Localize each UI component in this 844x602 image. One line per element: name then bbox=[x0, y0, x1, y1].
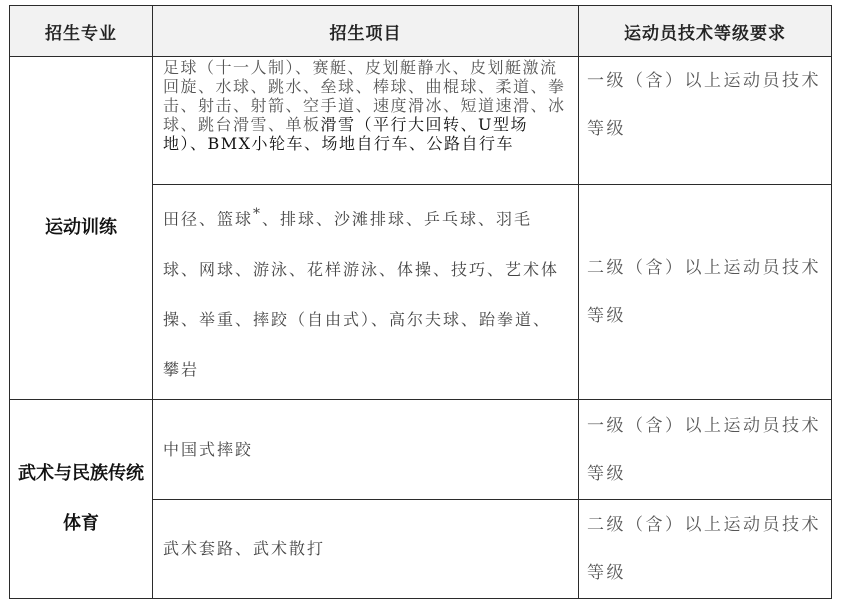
major-training: 运动训练 bbox=[10, 57, 153, 400]
project-list: 田径、篮球 bbox=[163, 209, 254, 229]
table-row bbox=[10, 400, 832, 500]
asterisk-mark: * bbox=[253, 206, 263, 223]
header-requirement: 运动员技术等级要求 bbox=[579, 6, 832, 57]
project-list: 足球（十一人制）、赛艇、皮划艇静水、皮划艇激流回旋、水球、跳水、垒球、棒球、曲棍球、柔道、拳击、射击、射箭、空手道、速度滑冰、短道速滑、冰球、跳台滑雪、单板 bbox=[163, 58, 566, 134]
header-project: 招生项目 bbox=[153, 6, 579, 57]
requirement-cell: 二级（含）以上运动员技术等级 bbox=[579, 185, 832, 400]
project-list-continued: 、排球、沙滩排球、乒乓球、羽毛球、网球、游泳、花样游泳、体操、技巧、艺术体操、举重、摔跤（自由式）、高尔夫球、跆拳道、攀岩 bbox=[163, 209, 560, 379]
header-row bbox=[10, 6, 832, 57]
project-list-continued: 滑雪（平行大回转、U型场地）、BMX小轮车、场地自行车、公路自行车 bbox=[163, 115, 529, 153]
project-cell bbox=[153, 57, 579, 185]
project-cell bbox=[153, 185, 579, 400]
major-wushu: 武术与民族传统体育 bbox=[10, 400, 153, 599]
project-cell: 武术套路、武术散打 bbox=[153, 500, 579, 599]
requirement-cell: 一级（含）以上运动员技术等级 bbox=[579, 57, 832, 185]
header-major: 招生专业 bbox=[10, 6, 153, 57]
requirement-cell: 一级（含）以上运动员技术等级 bbox=[579, 400, 832, 500]
admission-table bbox=[9, 5, 832, 599]
project-cell: 中国式摔跤 bbox=[153, 400, 579, 500]
table-row bbox=[10, 57, 832, 185]
requirement-cell: 二级（含）以上运动员技术等级 bbox=[579, 500, 832, 599]
